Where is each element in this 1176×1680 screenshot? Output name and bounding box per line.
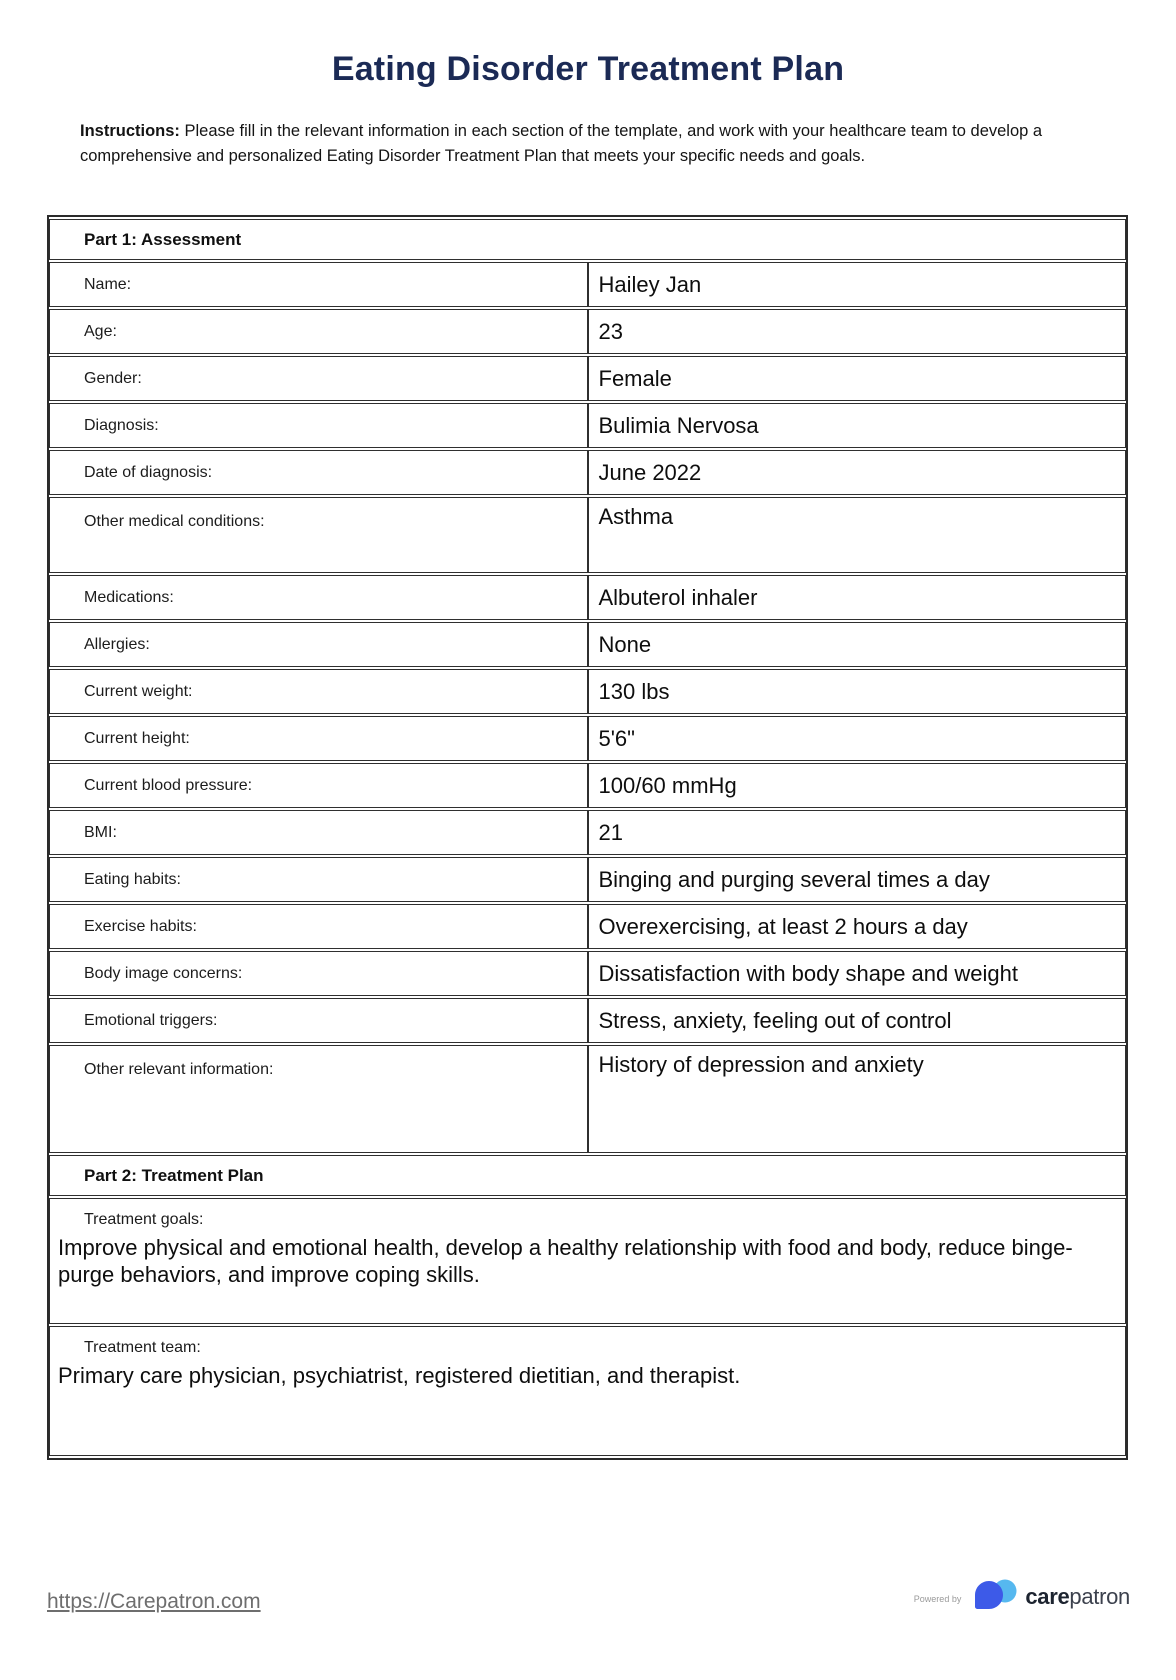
field-label: Body image concerns: xyxy=(49,951,588,996)
carepatron-brand xyxy=(914,1577,1130,1617)
field-value: History of depression and anxiety xyxy=(588,1045,1127,1153)
part1-section-header: Part 1: Assessment xyxy=(49,219,1126,260)
field-label: Current height: xyxy=(49,716,588,761)
table-row xyxy=(49,998,1126,1043)
table-row xyxy=(49,575,1126,620)
table-row xyxy=(49,403,1126,448)
field-label: Name: xyxy=(49,262,588,307)
instructions-paragraph xyxy=(80,119,1091,169)
field-label: Allergies: xyxy=(49,622,588,667)
instructions-text: Please fill in the relevant information in each section of the template, and work with your healthcare team to develop a comprehensive and personalized Eating Disorder Treatment Plan that meets your specific needs and goals. xyxy=(80,122,1043,165)
part1-header-row xyxy=(49,219,1126,260)
field-label: Current blood pressure: xyxy=(49,763,588,808)
field-label: Diagnosis: xyxy=(49,403,588,448)
page-title: Eating Disorder Treatment Plan xyxy=(331,50,845,88)
table-row xyxy=(49,904,1126,949)
table-row xyxy=(49,497,1126,573)
table-row xyxy=(49,763,1126,808)
wordmark-patron: patron xyxy=(1069,1584,1130,1609)
table-row xyxy=(49,309,1126,354)
field-label: Date of diagnosis: xyxy=(49,450,588,495)
field-value: Hailey Jan xyxy=(588,262,1127,307)
field-label: Treatment goals: xyxy=(84,1211,204,1228)
instructions-label: Instructions: xyxy=(80,122,180,140)
field-value: 21 xyxy=(588,810,1127,855)
field-value: Female xyxy=(588,356,1127,401)
treatment-team-cell xyxy=(49,1326,1126,1456)
field-value: Dissatisfaction with body shape and weight xyxy=(588,951,1127,996)
field-label: Treatment team: xyxy=(84,1339,201,1356)
table-row xyxy=(49,356,1126,401)
part2-section-header: Part 2: Treatment Plan xyxy=(49,1155,1126,1196)
table-row xyxy=(49,1198,1126,1324)
table-row xyxy=(49,810,1126,855)
treatment-goals-cell xyxy=(49,1198,1126,1324)
table-row xyxy=(49,669,1126,714)
field-value: Overexercising, at least 2 hours a day xyxy=(588,904,1127,949)
field-value: Asthma xyxy=(588,497,1127,573)
field-label: Exercise habits: xyxy=(49,904,588,949)
field-value: 130 lbs xyxy=(588,669,1127,714)
table-row xyxy=(49,716,1126,761)
field-value: None xyxy=(588,622,1127,667)
table-row xyxy=(49,262,1126,307)
field-value: Bulimia Nervosa xyxy=(588,403,1127,448)
field-value: 23 xyxy=(588,309,1127,354)
table-row xyxy=(49,450,1126,495)
field-label: Medications: xyxy=(49,575,588,620)
carepatron-wordmark xyxy=(1025,1584,1130,1610)
treatment-plan-table xyxy=(47,215,1128,1460)
field-value: Primary care physician, psychiatrist, registered dietitian, and therapist. xyxy=(58,1363,741,1388)
wordmark-care: care xyxy=(1025,1584,1070,1609)
field-label: Other medical conditions: xyxy=(49,497,588,573)
field-label: Emotional triggers: xyxy=(49,998,588,1043)
field-label: Current weight: xyxy=(49,669,588,714)
table-row xyxy=(49,622,1126,667)
table-row xyxy=(49,1326,1126,1456)
field-value: June 2022 xyxy=(588,450,1127,495)
carepatron-link[interactable]: https://Carepatron.com xyxy=(47,1590,261,1613)
field-label: Age: xyxy=(49,309,588,354)
table-row xyxy=(49,951,1126,996)
table-row xyxy=(49,1045,1126,1153)
field-label: BMI: xyxy=(49,810,588,855)
powered-by-label: Powered by xyxy=(913,1594,962,1604)
carepatron-logo-icon xyxy=(973,1577,1019,1617)
table-row xyxy=(49,857,1126,902)
field-value: 100/60 mmHg xyxy=(588,763,1127,808)
field-value: Stress, anxiety, feeling out of control xyxy=(588,998,1127,1043)
field-label: Other relevant information: xyxy=(49,1045,588,1153)
field-value: 5'6" xyxy=(588,716,1127,761)
field-value: Improve physical and emotional health, develop a healthy relationship with food and body, reduce binge-purge behaviors, and improve coping skills. xyxy=(58,1235,1073,1287)
field-value: Albuterol inhaler xyxy=(588,575,1127,620)
field-label: Gender: xyxy=(49,356,588,401)
field-value: Binging and purging several times a day xyxy=(588,857,1127,902)
part2-header-row xyxy=(49,1155,1126,1196)
field-label: Eating habits: xyxy=(49,857,588,902)
